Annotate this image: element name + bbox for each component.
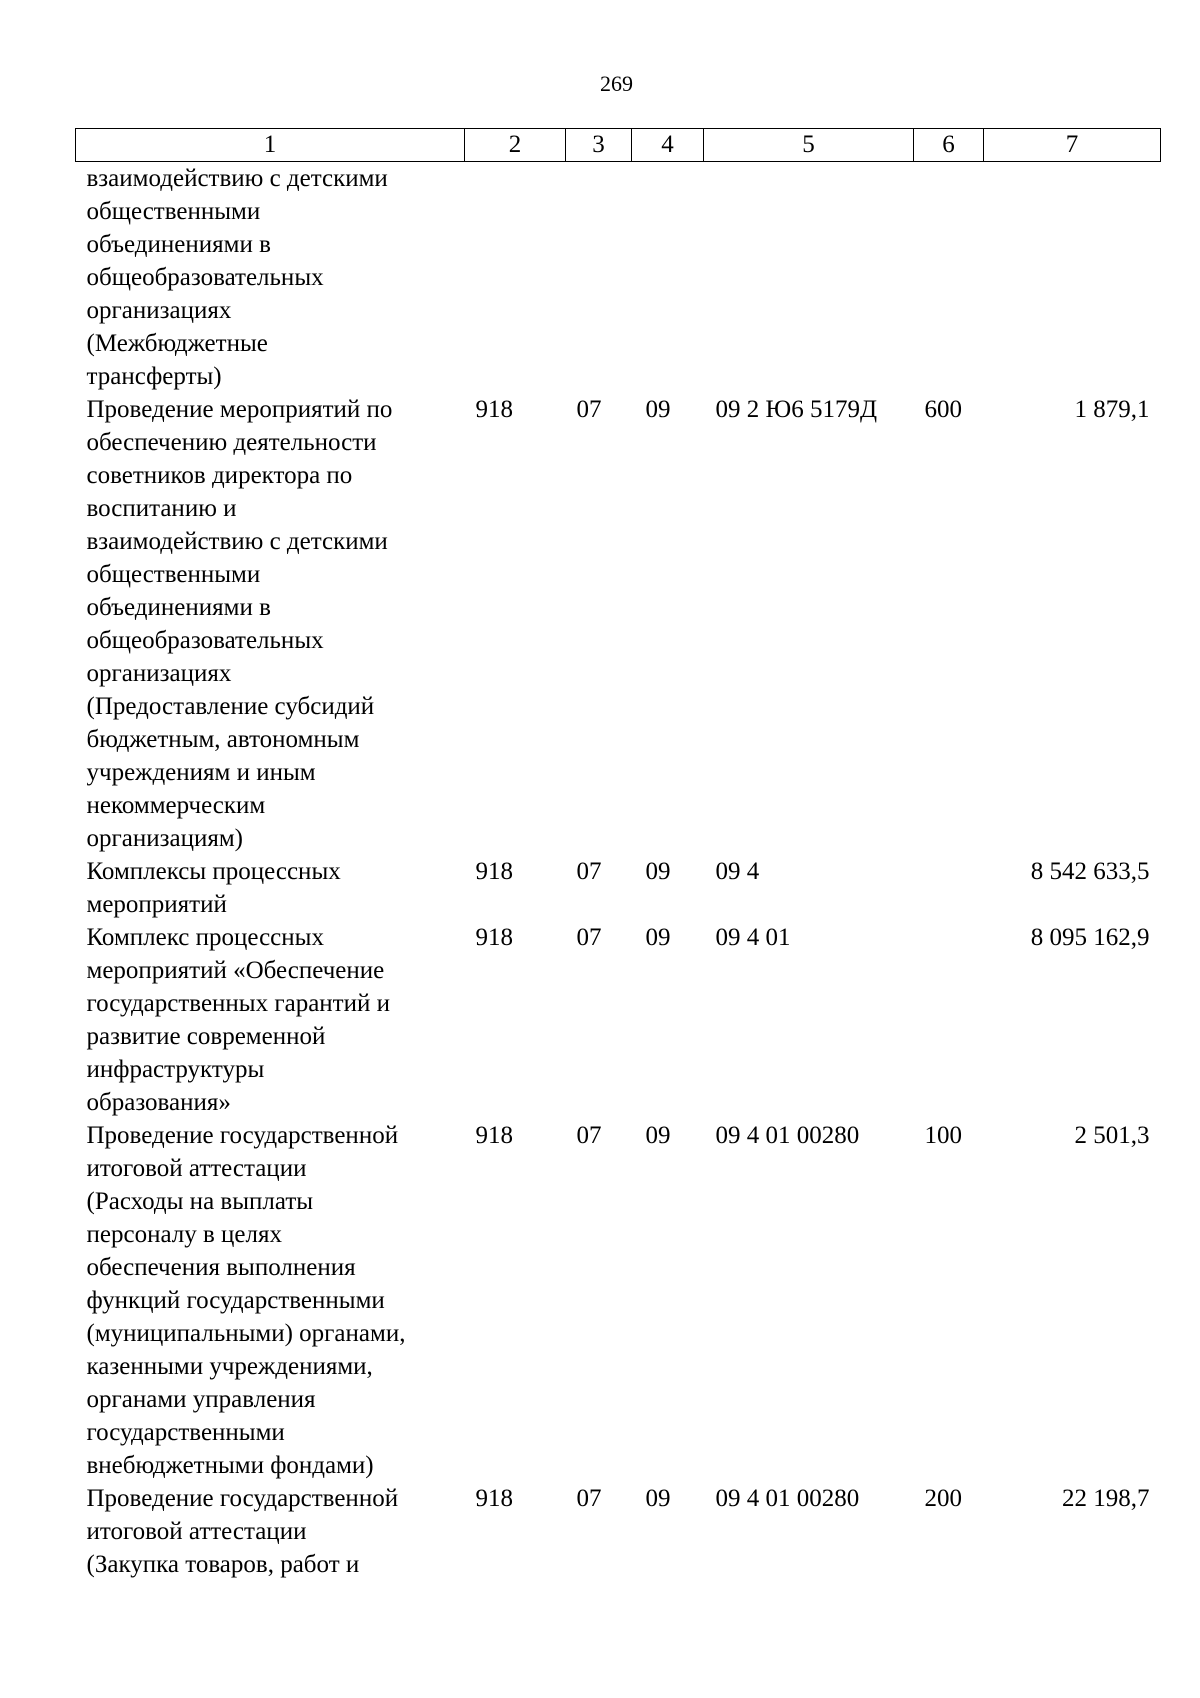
row-section-code: 07	[576, 1485, 602, 1512]
column-header-3: 3	[566, 129, 632, 162]
row-item-name: взаимодействию с детскими общественными объединениями в общеобразовательных организациях (Межбюджетные трансферты)	[86, 165, 388, 390]
row-expense-type-code	[914, 921, 984, 1119]
row-target-code: 09 4 01 00280	[715, 1485, 860, 1512]
row-admin-code: 918	[475, 924, 513, 951]
row-section-code: 07	[576, 858, 602, 885]
row-subsection-code	[632, 162, 704, 394]
row-expense-type-code: 600	[924, 396, 962, 423]
row-expense-type-code: 100	[924, 1122, 962, 1149]
row-admin-code: 918	[475, 1122, 513, 1149]
row-section-code: 07	[576, 396, 602, 423]
table-row	[76, 393, 1161, 855]
row-expense-type-code	[914, 162, 984, 394]
row-admin-code: 918	[475, 858, 513, 885]
row-target-code	[704, 162, 914, 394]
row-subsection-code: 09	[645, 1485, 671, 1512]
table-row	[76, 1482, 1161, 1581]
column-number-header-row	[76, 129, 1161, 162]
row-target-code: 09 4 01	[715, 924, 791, 951]
row-section-code: 07	[576, 1122, 602, 1149]
row-subsection-code: 09	[645, 858, 671, 885]
row-subsection-code: 09	[645, 396, 671, 423]
page-number: 269	[600, 71, 633, 96]
row-target-code: 09 4 01 00280	[715, 1122, 860, 1149]
row-item-name: Проведение государственной итоговой аттестации (Расходы на выплаты персоналу в целях обеспечения выполнения функций государственными (муниципальными) органами, казенными учреждениями, органами управления государственными внебюджетными фондами)	[86, 1122, 406, 1479]
table-row	[76, 921, 1161, 1119]
column-header-2: 2	[465, 129, 566, 162]
row-target-code: 09 4	[715, 858, 760, 885]
table-row	[76, 162, 1161, 394]
row-amount	[984, 162, 1161, 394]
row-subsection-code: 09	[645, 1122, 671, 1149]
budget-table	[75, 128, 1161, 1581]
row-amount: 22 198,7	[1062, 1485, 1150, 1512]
table-row	[76, 855, 1161, 921]
row-amount: 1 879,1	[1074, 396, 1150, 423]
row-admin-code: 918	[475, 1485, 513, 1512]
row-amount: 2 501,3	[1074, 1122, 1150, 1149]
row-item-name: Проведение государственной итоговой аттестации (Закупка товаров, работ и	[86, 1485, 399, 1578]
row-subsection-code: 09	[645, 924, 671, 951]
budget-table-container	[75, 128, 1160, 1581]
column-header-1: 1	[76, 129, 465, 162]
row-target-code: 09 2 Ю6 5179Д	[715, 396, 877, 423]
row-item-name: Проведение мероприятий по обеспечению деятельности советников директора по воспитанию и взаимодействию с детскими общественными объединениями в общеобразовательных организациях (Предоставление субсидий бюджетным, автономным учреждениям и иным некоммерческим организациям)	[86, 396, 393, 852]
row-amount: 8 542 633,5	[1030, 858, 1150, 885]
table-row	[76, 1119, 1161, 1482]
column-header-7: 7	[984, 129, 1161, 162]
column-header-5: 5	[704, 129, 914, 162]
row-expense-type-code: 200	[924, 1485, 962, 1512]
column-header-6: 6	[914, 129, 984, 162]
row-amount: 8 095 162,9	[1030, 924, 1150, 951]
row-admin-code: 918	[475, 396, 513, 423]
row-section-code: 07	[576, 924, 602, 951]
row-admin-code	[465, 162, 566, 394]
row-item-name: Комплексы процессных мероприятий	[86, 858, 341, 918]
column-header-4: 4	[632, 129, 704, 162]
row-section-code	[566, 162, 632, 394]
row-item-name: Комплекс процессных мероприятий «Обеспечение государственных гарантий и развитие современной инфраструктуры образования»	[86, 924, 390, 1116]
row-expense-type-code	[914, 855, 984, 921]
